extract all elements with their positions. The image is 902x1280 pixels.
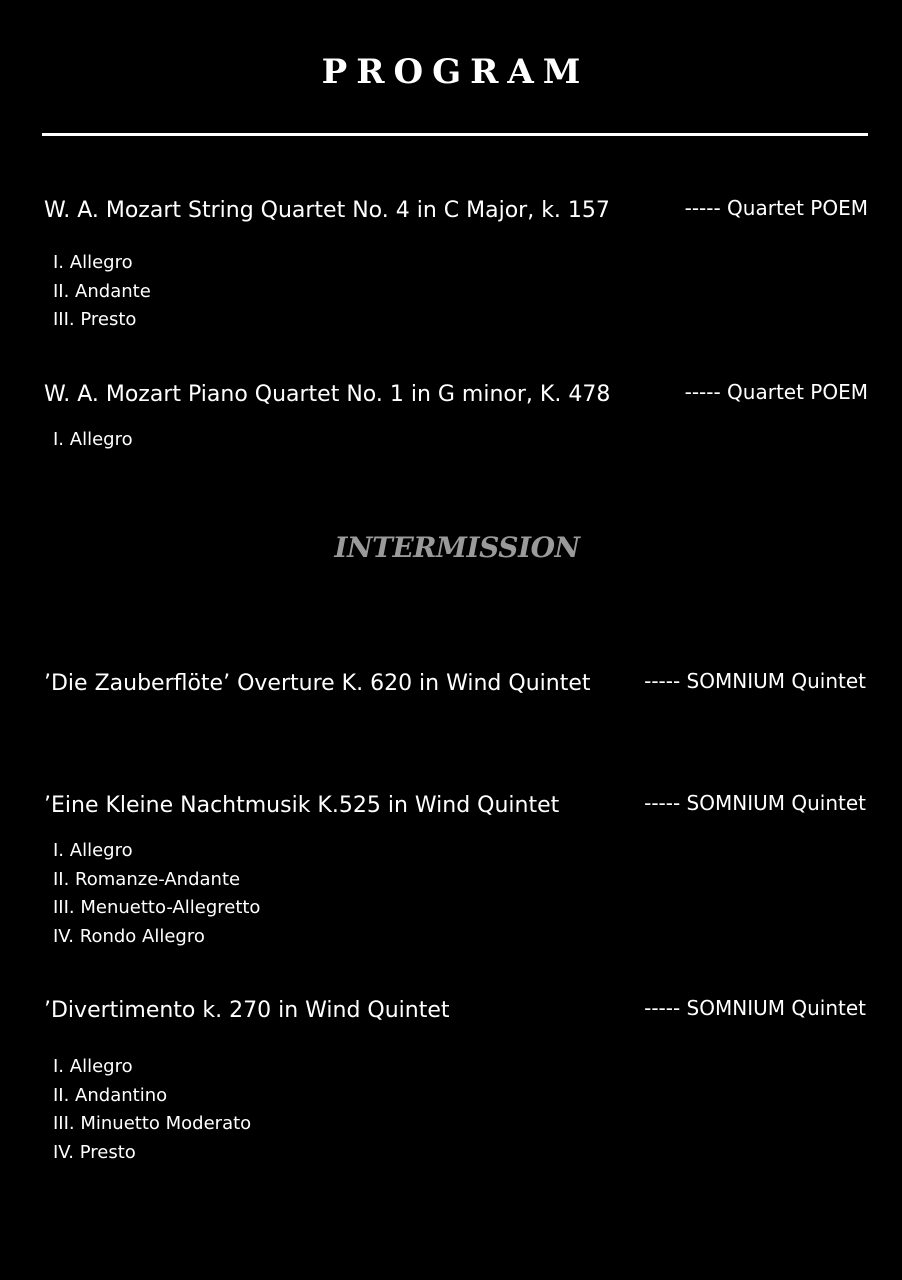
performer: ----- Quartet POEM <box>684 380 868 404</box>
movement-item: IV. Presto <box>53 1141 136 1163</box>
performer: ----- SOMNIUM Quintet <box>644 791 866 815</box>
movement-item: III. Minuetto Moderato <box>53 1113 252 1134</box>
piece-title: W. A. Mozart String Quartet No. 4 in C Major, k. 157 <box>44 198 610 223</box>
performer: ----- SOMNIUM Quintet <box>644 669 866 693</box>
movement-item: III. Menuetto-Allegretto <box>53 897 261 918</box>
piece-title: ’Die Zauberflöte’ Overture K. 620 in Wind Quintet <box>44 671 591 696</box>
movement-item: I. Allegro <box>53 840 133 861</box>
movement-item: I. Allegro <box>53 429 133 450</box>
movement-item: IV. Rondo Allegro <box>53 925 205 947</box>
movement-list <box>53 426 133 455</box>
page-title: PROGRAM <box>321 52 590 92</box>
movement-item: I. Allegro <box>53 1056 133 1077</box>
movement-item: II. Andantino <box>53 1084 168 1106</box>
movement-list <box>53 1053 251 1167</box>
performer: ----- Quartet POEM <box>684 196 868 220</box>
title-divider <box>42 133 868 136</box>
movement-item: I. Allegro <box>53 252 133 273</box>
movement-list <box>53 837 260 951</box>
piece-title: W. A. Mozart Piano Quartet No. 1 in G minor, K. 478 <box>44 382 611 407</box>
piece-title: ’Divertimento k. 270 in Wind Quintet <box>44 998 450 1023</box>
movement-item: II. Andante <box>53 280 151 302</box>
movement-item: III. Presto <box>53 309 137 330</box>
movement-item: II. Romanze-Andante <box>53 868 241 890</box>
intermission-label: INTERMISSION <box>334 531 580 564</box>
movement-list <box>53 249 151 335</box>
piece-title: ’Eine Kleine Nachtmusik K.525 in Wind Quintet <box>44 793 560 818</box>
performer: ----- SOMNIUM Quintet <box>644 996 866 1020</box>
